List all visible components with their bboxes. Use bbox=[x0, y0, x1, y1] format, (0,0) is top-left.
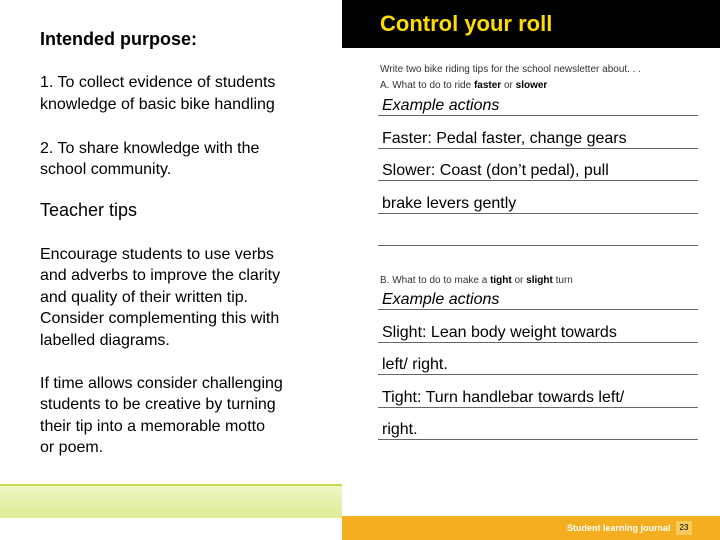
purpose-1-line-2: knowledge of basic bike handling bbox=[40, 96, 275, 113]
panel-title: Control your roll bbox=[380, 11, 553, 36]
tip-1-line: labelled diagrams. bbox=[40, 332, 170, 349]
section-a-slower: slower bbox=[515, 80, 548, 91]
section-a-or: or bbox=[501, 80, 516, 91]
ruled-line bbox=[378, 213, 698, 214]
page-number: 23 bbox=[676, 521, 692, 535]
purpose-1-line-1: 1. To collect evidence of students bbox=[40, 74, 276, 91]
section-b-slight: slight bbox=[526, 275, 553, 286]
ruled-line bbox=[378, 180, 698, 181]
answer-b-example: Example actions bbox=[382, 291, 500, 308]
ruled-line bbox=[378, 342, 698, 343]
purpose-2-line-2: school community. bbox=[40, 161, 172, 178]
section-b-tight: tight bbox=[490, 275, 512, 286]
section-a-prompt bbox=[380, 80, 547, 92]
answer-a-line-2: Slower: Coast (don’t pedal), pull bbox=[382, 162, 609, 179]
ruled-line bbox=[378, 245, 698, 246]
tip-1-line: Consider complementing this with bbox=[40, 310, 280, 327]
answer-a-example: Example actions bbox=[382, 97, 500, 114]
intended-purpose-heading: Intended purpose: bbox=[40, 29, 197, 49]
answer-a-line-3: brake levers gently bbox=[382, 195, 517, 212]
decorative-strip bbox=[0, 484, 342, 518]
tip-1-line: and quality of their written tip. bbox=[40, 289, 249, 306]
divider bbox=[0, 484, 342, 486]
answer-a-line-1: Faster: Pedal faster, change gears bbox=[382, 130, 627, 147]
footer-label: Student learning journal bbox=[567, 523, 671, 533]
section-b-prefix: B. What to do to make a bbox=[380, 275, 491, 286]
ruled-line bbox=[378, 374, 698, 375]
ruled-line bbox=[378, 148, 698, 149]
instruction-text: Write two bike riding tips for the school newsletter about. . . bbox=[380, 64, 642, 75]
section-b-suffix: turn bbox=[552, 275, 573, 286]
tip-2-line: their tip into a memorable motto bbox=[40, 418, 265, 435]
tip-2-line: or poem. bbox=[40, 439, 104, 456]
purpose-2-line-1: 2. To share knowledge with the bbox=[40, 140, 260, 157]
teacher-tips-heading: Teacher tips bbox=[40, 200, 138, 220]
ruled-line bbox=[378, 115, 698, 116]
tip-2-line: If time allows consider challenging bbox=[40, 375, 283, 392]
section-b-prompt bbox=[380, 275, 573, 287]
answer-b-line-1: Slight: Lean body weight towards bbox=[382, 324, 617, 341]
tip-1-line: and adverbs to improve the clarity bbox=[40, 267, 281, 284]
ruled-line bbox=[378, 439, 698, 440]
tip-2-line: students to be creative by turning bbox=[40, 396, 276, 413]
tip-1-line: Encourage students to use verbs bbox=[40, 246, 274, 263]
answer-b-line-4: right. bbox=[382, 421, 418, 438]
ruled-line bbox=[378, 309, 698, 310]
answer-b-line-3: Tight: Turn handlebar towards left/ bbox=[382, 389, 625, 406]
section-b-or: or bbox=[511, 275, 527, 286]
answer-b-line-2: left/ right. bbox=[382, 356, 448, 373]
section-a-prefix: A. What to do to ride bbox=[380, 80, 474, 91]
section-a-faster: faster bbox=[473, 80, 502, 91]
ruled-line bbox=[378, 407, 698, 408]
